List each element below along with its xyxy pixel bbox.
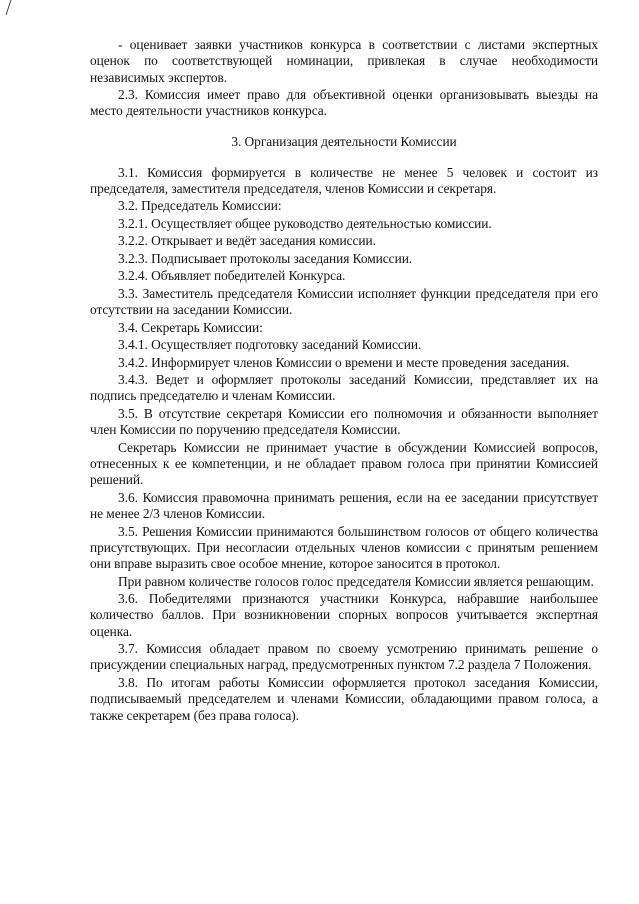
scan-artifact-mark [4, 0, 14, 16]
paragraph-3-5: 3.5. В отсутствие секретаря Комиссии его полномочия и обязанности выполняет член Комиссии по поручению председателя Комиссии. [90, 405, 598, 438]
intro-paragraph-2: 2.3. Комиссия имеет право для объективной оценки организовывать выезды на место деятельности участников конкурса. [90, 87, 598, 119]
paragraph-3-6-quorum: 3.6. Комиссия правомочна принимать решения, если на ее заседании присутствует не менее 2/3 членов Комиссии. [90, 489, 598, 522]
paragraph-tie-vote: При равном количестве голосов голос председателя Комиссии является решающим. [118, 573, 594, 589]
paragraph-3-6-winners: 3.6. Победителями признаются участники Конкурса, набравшие наибольшее количество баллов. При возникновении спорных вопросов учитывается экспертная оценка. [90, 591, 598, 639]
paragraph-3-7: 3.7. Комиссия обладает правом по своему усмотрению принимать решение о присуждении специальных наград, предусмотренных пунктом 7.2 раздела 7 Положения. [90, 641, 598, 673]
intro-paragraph-1: - оценивает заявки участников конкурса в соответствии с листами экспертных оценок по соответствующей номинации, привлекая в случае необходимости независимых экспертов. [90, 37, 598, 85]
paragraph-3-4-3: 3.4.3. Ведет и оформляет протоколы заседаний Комиссии, представляет их на подпись председателю и членам Комиссии. [90, 372, 598, 404]
paragraph-3-3: 3.3. Заместитель председателя Комиссии исполняет функции председателя при его отсутствии на заседании Комиссии. [90, 285, 598, 318]
paragraph-secretary: Секретарь Комиссии не принимает участие в обсуждении Комиссией вопросов, отнесенных к ее компетенции, и не обладает правом голоса при принятии Комиссией решений. [90, 439, 598, 488]
paragraph-3-8: 3.8. По итогам работы Комиссии оформляется протокол заседания Комиссии, подписываемый председателем и членами Комиссии, обладающими правом голоса, а также секретарем (без права голоса). [90, 674, 598, 723]
paragraph-3-4-1: 3.4.1. Осуществляет подготовку заседаний Комиссии. [118, 337, 422, 353]
section-title: 3. Организация деятельности Комиссии [231, 133, 457, 149]
paragraph-3-2-4: 3.2.4. Объявляет победителей Конкурса. [118, 268, 346, 284]
document-body [90, 37, 598, 725]
paragraph-3-2: 3.2. Председатель Комиссии: [118, 198, 282, 214]
paragraph-3-5-decisions: 3.5. Решения Комиссии принимаются большинством голосов от общего количества присутствующих. При несогласии отдельных членов комиссии с принятым решением они вправе выразить свое особое мнение, которое заносится в протокол. [90, 523, 598, 572]
paragraph-3-4-2: 3.4.2. Информирует членов Комиссии о времени и месте проведения заседания. [118, 354, 570, 370]
paragraph-3-2-3: 3.2.3. Подписывает протоколы заседания Комиссии. [118, 250, 413, 266]
paragraph-3-1: 3.1. Комиссия формируется в количестве не менее 5 человек и состоит из председателя, заместителя председателя, членов Комиссии и секретаря. [90, 164, 598, 196]
paragraph-3-2-2: 3.2.2. Открывает и ведёт заседания комиссии. [118, 233, 376, 249]
paragraph-3-4: 3.4. Секретарь Комиссии: [118, 319, 263, 335]
paragraph-3-2-1: 3.2.1. Осуществляет общее руководство деятельностью комиссии. [118, 215, 492, 231]
